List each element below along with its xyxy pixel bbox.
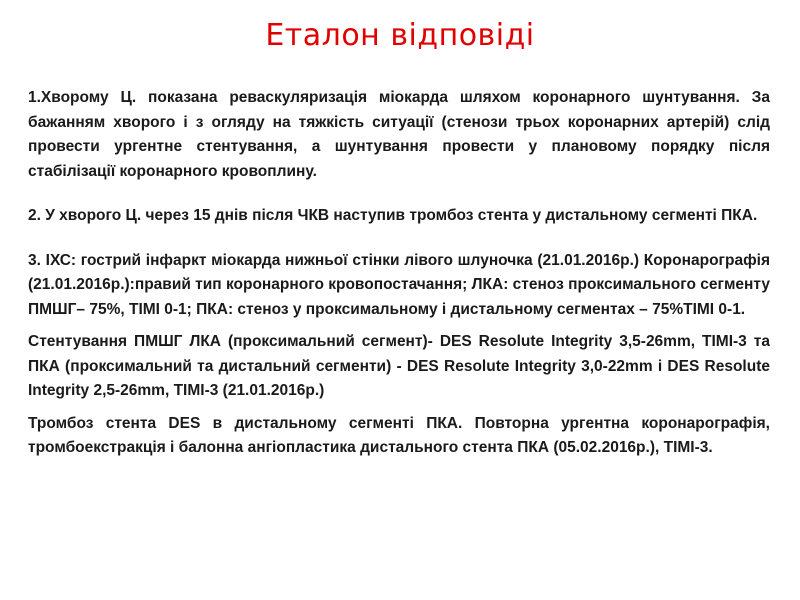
- paragraph-2: 2. У хворого Ц. через 15 днів після ЧКВ наступив тромбоз стента у дистальному сегменті ПКА.: [28, 207, 758, 224]
- slide-body: [28, 86, 770, 461]
- paragraph-1: 1.Хворому Ц. показана реваскуляризація міокарда шляхом коронарного шунтування. За бажанням хворого і з огляду на тяжкість ситуації (стенози трьох коронарних артерій) слід провести ургентне стентування, а шунтування провести у плановому порядку після стабілізації коронарного кровоплину.: [28, 89, 770, 180]
- paragraph-3: 3. ІХС: гострий інфаркт міокарда нижньої стінки лівого шлуночка (21.01.2016р.) Коронарографія (21.01.2016р.):правий тип коронарного кровопостачання; ЛКА: стеноз проксимального сегменту ПМШГ– 75%, TIMI 0-1; ПКА: стеноз у проксимальному і дистальному сегментах – 75%TIMI 0-1.: [28, 251, 770, 318]
- paragraph-5: Тромбоз стента DES в дистальному сегменті ПКА. Повторна ургентна коронарографія, тромбоекстракція і балонна ангіопластика дистального стента ПКА (05.02.2016р.), TIMI-3.: [28, 414, 770, 456]
- paragraph-4: Стентування ПМШГ ЛКА (проксимальний сегмент)- DES Resolute Integrity 3,5-26mm, TIMI-3 та ПКА (проксимальний та дистальний сегменти) - DES Resolute Integrity 3,0-22mm і DES Resolute Integrity 2,5-26mm, TIMI-3 (21.01.2016р.): [28, 333, 770, 399]
- slide-title: Еталон відповіді: [265, 18, 535, 53]
